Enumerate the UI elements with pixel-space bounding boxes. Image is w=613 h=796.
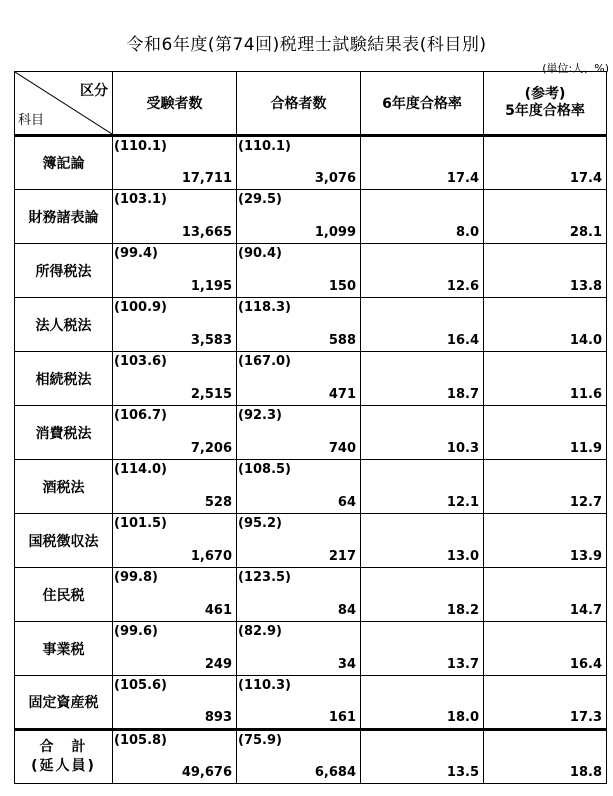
subject-row: [15, 190, 607, 244]
total-label: [15, 730, 113, 784]
passer-count: 84: [337, 603, 356, 618]
examinees-cell: [113, 406, 237, 460]
examinees-cell: [113, 136, 237, 190]
rate-r5: 28.1: [569, 225, 602, 240]
rate-r6-cell: [361, 406, 484, 460]
subject-name: 国税徴収法: [15, 514, 113, 568]
rate-r5-cell: [484, 298, 607, 352]
rate-r6: 8.0: [455, 225, 479, 240]
passer-ratio: (82.9): [238, 624, 282, 639]
passers-cell: [237, 136, 361, 190]
subject-row: [15, 244, 607, 298]
rate-r5: 13.8: [569, 279, 602, 294]
passer-ratio: (167.0): [238, 354, 292, 369]
rate-r6: 18.7: [446, 387, 479, 402]
rate-r6: 13.7: [446, 657, 479, 672]
header-kubun: 区分: [80, 83, 108, 99]
passers-cell: [237, 352, 361, 406]
header-kamoku: 科目: [18, 113, 45, 128]
passer-ratio: (108.5): [238, 462, 292, 477]
total-examinee-ratio: (105.8): [114, 733, 168, 748]
rate-r6-cell: [361, 514, 484, 568]
rate-r6: 10.3: [446, 441, 479, 456]
rate-r6: 17.4: [446, 171, 479, 186]
passers-cell: [237, 676, 361, 730]
total-rate-r5-cell: [484, 730, 607, 784]
examinee-ratio: (103.1): [114, 192, 168, 207]
rate-r5: 11.9: [569, 441, 602, 456]
examinee-count: 13,665: [181, 225, 232, 240]
passers-cell: [237, 460, 361, 514]
examinee-count: 3,583: [190, 333, 232, 348]
subject-name: 所得税法: [15, 244, 113, 298]
rate-r5: 16.4: [569, 657, 602, 672]
passers-cell: [237, 514, 361, 568]
examinee-ratio: (99.8): [114, 570, 158, 585]
subject-name: 法人税法: [15, 298, 113, 352]
examinee-ratio: (114.0): [114, 462, 168, 477]
examinee-count: 249: [204, 657, 232, 672]
examinee-ratio: (99.6): [114, 624, 158, 639]
rate-r6: 13.0: [446, 549, 479, 564]
examinee-ratio: (101.5): [114, 516, 168, 531]
header-rate-r5-label: 5年度合格率: [505, 103, 585, 119]
rate-r5-cell: [484, 568, 607, 622]
examinees-cell: [113, 514, 237, 568]
passer-count: 740: [328, 441, 356, 456]
rate-r6: 12.6: [446, 279, 479, 294]
examinees-cell: [113, 244, 237, 298]
rate-r6-cell: [361, 568, 484, 622]
rate-r6-cell: [361, 676, 484, 730]
header-corner-cell: [15, 72, 113, 136]
rate-r6-cell: [361, 298, 484, 352]
passer-count: 34: [337, 657, 356, 672]
subject-row: [15, 406, 607, 460]
examinee-count: 461: [204, 603, 232, 618]
passer-count: 217: [328, 549, 356, 564]
subject-name: 相続税法: [15, 352, 113, 406]
total-rate-r5: 18.8: [569, 765, 602, 780]
passers-cell: [237, 298, 361, 352]
passer-ratio: (118.3): [238, 300, 292, 315]
examinee-count: 1,195: [190, 279, 232, 294]
total-examinees-cell: [113, 730, 237, 784]
header-examinees: 受験者数: [113, 72, 237, 136]
page-title: 令和6年度(第74回)税理士試験結果表(科目別): [126, 35, 487, 55]
subject-name: 酒税法: [15, 460, 113, 514]
rate-r6-cell: [361, 244, 484, 298]
examinees-cell: [113, 622, 237, 676]
passer-ratio: (95.2): [238, 516, 282, 531]
passer-ratio: (110.1): [238, 139, 292, 154]
total-passer-ratio: (75.9): [238, 733, 282, 748]
rate-r5-cell: [484, 406, 607, 460]
examinee-count: 893: [204, 710, 232, 725]
rate-r5-cell: [484, 190, 607, 244]
passer-count: 64: [337, 495, 356, 510]
subject-name: 財務諸表論: [15, 190, 113, 244]
rate-r6-cell: [361, 190, 484, 244]
examinee-ratio: (106.7): [114, 408, 168, 423]
header-rate-r5: [484, 72, 607, 136]
header-row: [15, 72, 607, 136]
examinee-count: 2,515: [190, 387, 232, 402]
total-rate-r6-cell: [361, 730, 484, 784]
examinee-ratio: (100.9): [114, 300, 168, 315]
passers-cell: [237, 622, 361, 676]
examinees-cell: [113, 676, 237, 730]
subject-row: [15, 352, 607, 406]
rate-r5-cell: [484, 676, 607, 730]
rate-r5: 14.7: [569, 603, 602, 618]
subject-row: [15, 136, 607, 190]
total-label-line1: 合 計: [39, 739, 88, 755]
passers-cell: [237, 406, 361, 460]
rate-r5: 11.6: [569, 387, 602, 402]
examinee-count: 7,206: [190, 441, 232, 456]
rate-r5: 17.3: [569, 710, 602, 725]
passer-count: 161: [328, 710, 356, 725]
header-ref-label: (参考): [524, 86, 566, 102]
passer-count: 471: [328, 387, 356, 402]
rate-r6: 12.1: [446, 495, 479, 510]
rate-r6: 18.0: [446, 710, 479, 725]
examinee-ratio: (103.6): [114, 354, 168, 369]
subject-name: 消費税法: [15, 406, 113, 460]
passer-ratio: (110.3): [238, 678, 292, 693]
subject-name: 住民税: [15, 568, 113, 622]
rate-r5: 12.7: [569, 495, 602, 510]
examinee-ratio: (110.1): [114, 139, 168, 154]
subject-row: [15, 514, 607, 568]
examinees-cell: [113, 568, 237, 622]
subject-row: [15, 676, 607, 730]
passers-cell: [237, 190, 361, 244]
total-passers-cell: [237, 730, 361, 784]
subject-row: [15, 298, 607, 352]
total-row: [15, 730, 607, 784]
rate-r6-cell: [361, 352, 484, 406]
unit-note: (単位:人、%): [542, 62, 609, 75]
rate-r5: 13.9: [569, 549, 602, 564]
rate-r5: 14.0: [569, 333, 602, 348]
examinees-cell: [113, 190, 237, 244]
passer-ratio: (92.3): [238, 408, 282, 423]
passer-count: 588: [328, 333, 356, 348]
examinee-count: 17,711: [181, 171, 232, 186]
rate-r6: 18.2: [446, 603, 479, 618]
passer-ratio: (90.4): [238, 246, 282, 261]
passers-cell: [237, 244, 361, 298]
rate-r6-cell: [361, 622, 484, 676]
rate-r6: 16.4: [446, 333, 479, 348]
rate-r5-cell: [484, 244, 607, 298]
examinees-cell: [113, 352, 237, 406]
subject-row: [15, 622, 607, 676]
total-label-line2: (延人員): [31, 758, 96, 774]
rate-r5-cell: [484, 352, 607, 406]
examinee-count: 528: [204, 495, 232, 510]
rate-r5: 17.4: [569, 171, 602, 186]
examinees-cell: [113, 460, 237, 514]
examinee-count: 1,670: [190, 549, 232, 564]
header-rate-r6: 6年度合格率: [361, 72, 484, 136]
examinee-ratio: (99.4): [114, 246, 158, 261]
results-table: [14, 71, 607, 784]
total-rate-r6: 13.5: [446, 765, 479, 780]
subject-name: 固定資産税: [15, 676, 113, 730]
rate-r6-cell: [361, 136, 484, 190]
subject-row: [15, 460, 607, 514]
rate-r5-cell: [484, 460, 607, 514]
examinee-ratio: (105.6): [114, 678, 168, 693]
passer-count: 3,076: [314, 171, 356, 186]
passer-ratio: (29.5): [238, 192, 282, 207]
rate-r6-cell: [361, 460, 484, 514]
subject-name: 簿記論: [15, 136, 113, 190]
total-examinee-count: 49,676: [181, 765, 232, 780]
passers-cell: [237, 568, 361, 622]
total-passer-count: 6,684: [314, 765, 356, 780]
passer-ratio: (123.5): [238, 570, 292, 585]
subject-row: [15, 568, 607, 622]
rate-r5-cell: [484, 622, 607, 676]
header-passers: 合格者数: [237, 72, 361, 136]
rate-r5-cell: [484, 136, 607, 190]
rate-r5-cell: [484, 514, 607, 568]
subject-name: 事業税: [15, 622, 113, 676]
passer-count: 1,099: [314, 225, 356, 240]
passer-count: 150: [328, 279, 356, 294]
examinees-cell: [113, 298, 237, 352]
